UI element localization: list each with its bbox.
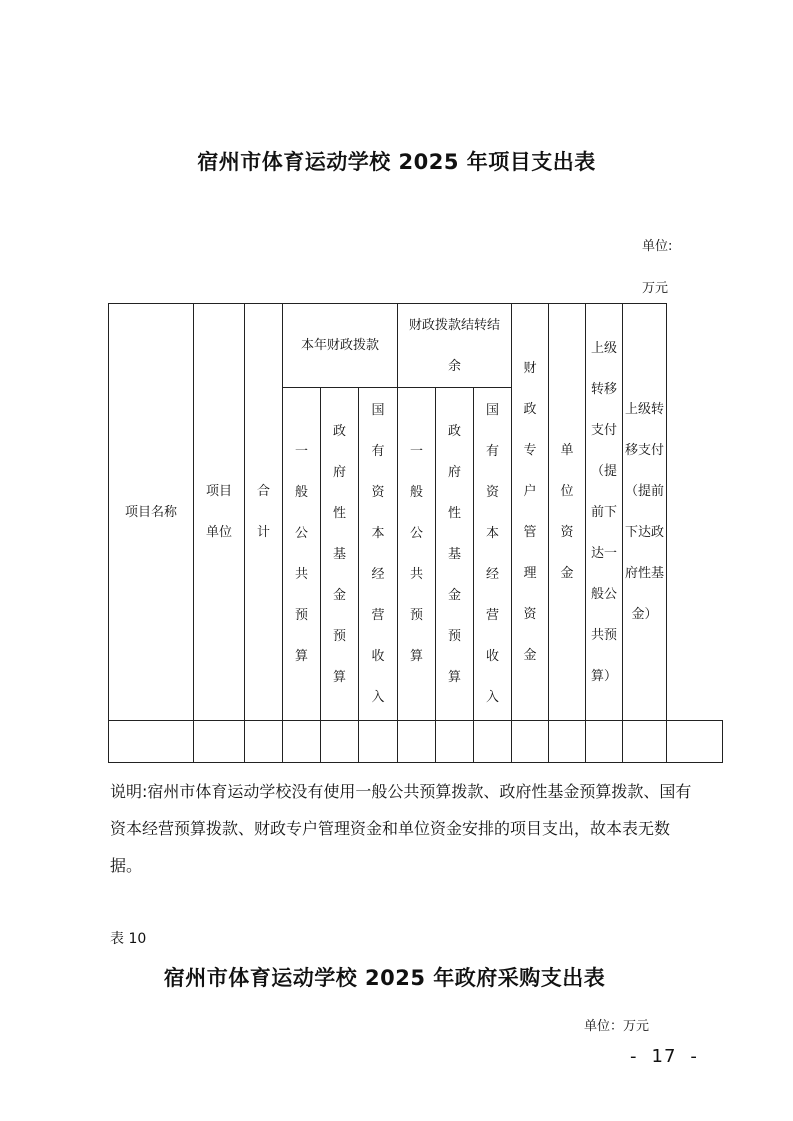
table-cell <box>623 721 667 763</box>
header-carryover-general-budget: 一般公共预算 <box>398 388 436 721</box>
table-cell <box>321 721 359 763</box>
table-cell <box>549 721 586 763</box>
unit-label: 单位: <box>642 239 673 254</box>
header-carryover-balance: 财政拨款结转结余 <box>398 304 512 388</box>
header-carryover-state-capital: 国有资本经营收入 <box>474 388 512 721</box>
header-special-account-funds: 财政专户管理资金 <box>512 304 549 721</box>
table-cell <box>436 721 474 763</box>
unit-label-2: 单位：万元 <box>584 1019 650 1034</box>
header-current-general-budget: 一般公共预算 <box>283 388 321 721</box>
header-current-state-capital: 国有资本经营收入 <box>359 388 398 721</box>
page-title: 宿州市体育运动学校 2025 年项目支出表 <box>197 150 596 174</box>
table-cell <box>109 721 194 763</box>
page-number: - 17 - <box>630 1046 698 1067</box>
header-current-gov-fund: 政府性基金预算 <box>321 388 359 721</box>
table-cell <box>667 721 723 763</box>
table-cell <box>245 721 283 763</box>
table-cell <box>512 721 549 763</box>
header-total: 合计 <box>245 304 283 721</box>
header-carryover-gov-fund: 政府性基金预算 <box>436 388 474 721</box>
table-cell <box>398 721 436 763</box>
table-cell <box>283 721 321 763</box>
explanation-note: 说明:宿州市体育运动学校没有使用一般公共预算拨款、政府性基金预算拨款、国有资本经营预算拨款、财政专户管理资金和单位资金安排的项目支出，故本表无数据。 <box>110 782 692 875</box>
project-expenditure-table <box>108 303 723 763</box>
header-current-year-appropriation: 本年财政拨款 <box>283 304 398 388</box>
section-title: 宿州市体育运动学校 2025 年政府采购支出表 <box>163 966 606 990</box>
header-unit-funds: 单位资金 <box>549 304 586 721</box>
unit-value: 万元 <box>642 281 669 296</box>
table-cell <box>194 721 245 763</box>
header-transfer-general-budget: 上级转移支付（提前下达一般公共预算） <box>586 304 623 721</box>
table-cell <box>586 721 623 763</box>
header-project-unit: 项目单位 <box>194 304 245 721</box>
header-transfer-gov-fund: 上级转移支付（提前下达政府性基金） <box>623 304 667 721</box>
table-cell <box>474 721 512 763</box>
header-project-name: 项目名称 <box>109 304 194 721</box>
table-row <box>109 721 723 763</box>
table-cell <box>359 721 398 763</box>
table-number-label: 表 10 <box>110 931 147 947</box>
